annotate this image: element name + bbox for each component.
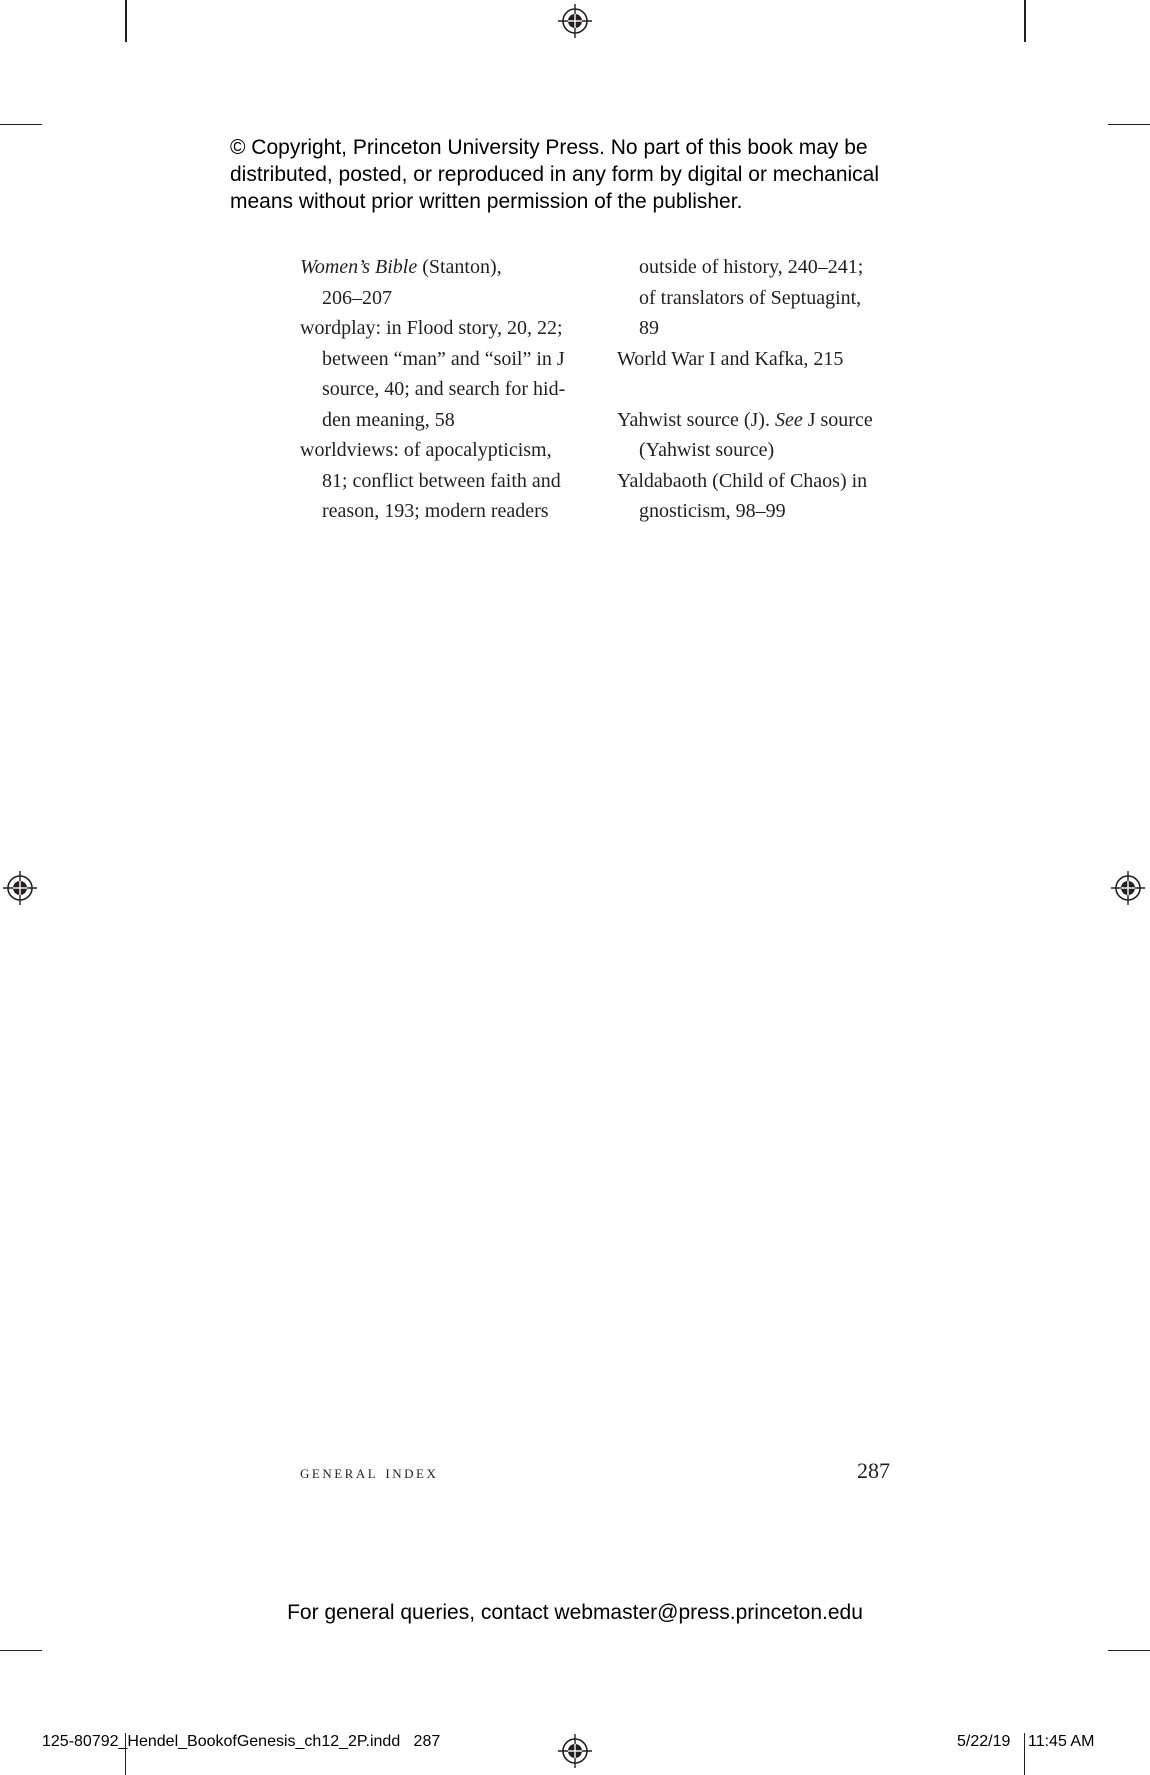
copyright-notice: [230, 134, 950, 215]
index-entry-continuation: 206–207: [322, 286, 392, 309]
copyright-line: distributed, posted, or reproduced in any form by digital or mechanical: [230, 163, 880, 186]
index-entry-yahwist: Yahwist source (J). See J source: [617, 408, 873, 431]
copyright-line: means without prior written permission of the publisher.: [230, 190, 743, 213]
index-entry-continuation: gnosticism, 98–99: [639, 500, 786, 522]
index-entry-continuation: source, 40; and search for hid-: [322, 378, 566, 400]
crop-mark-right-upper: [1108, 124, 1150, 125]
index-column-left: [300, 252, 585, 527]
slug-filename: 125-80792_Hendel_BookofGenesis_ch12_2P.indd 287: [42, 1733, 441, 1750]
crop-mark-left-lower: [0, 1650, 42, 1651]
registration-mark-icon: [558, 4, 592, 38]
crop-mark-top-right: [1024, 0, 1026, 42]
index-entry-continuation: den meaning, 58: [322, 408, 455, 431]
crop-mark-bottom-right: [1024, 1733, 1025, 1775]
contact-line: For general queries, contact webmaster@press.princeton.edu: [287, 1601, 863, 1624]
index-entry-yaldabaoth: Yaldabaoth (Child of Chaos) in: [617, 469, 868, 492]
slug-date: 5/22/19: [957, 1733, 1011, 1750]
index-entry-continuation: reason, 193; modern readers: [322, 500, 549, 522]
index-entry-continuation: (Yahwist source): [639, 439, 775, 461]
registration-mark-icon: [558, 1734, 592, 1768]
crop-mark-right-lower: [1108, 1650, 1150, 1651]
page-number: 287: [857, 1458, 890, 1483]
copyright-line: © Copyright, Princeton University Press. No part of this book may be: [230, 136, 868, 159]
slug-time: 11:45 AM: [1028, 1733, 1095, 1750]
index-entry-worldviews: worldviews: of apocalypticism,: [300, 439, 552, 461]
index-entry-world-war: World War I and Kafka, 215: [617, 347, 844, 370]
index-entry-wordplay: wordplay: in Flood story, 20, 22;: [300, 317, 563, 339]
crop-mark-left-upper: [0, 124, 42, 125]
index-entry-continuation: of translators of Septuagint,: [639, 286, 862, 309]
running-head: general index: [300, 1462, 439, 1483]
index-entry-continuation: 81; conflict between faith and: [322, 469, 561, 492]
registration-mark-icon: [1111, 871, 1145, 905]
crop-mark-top-left: [125, 0, 127, 42]
index-entry-womens-bible: Women’s Bible (Stanton),: [300, 256, 502, 278]
registration-mark-icon: [3, 871, 37, 905]
index-entry-continuation: outside of history, 240–241;: [639, 256, 864, 278]
index-column-right: [617, 252, 902, 527]
index-entry-continuation: between “man” and “soil” in J: [322, 347, 565, 370]
letter-group-gap: [617, 374, 902, 405]
index-entry-continuation: 89: [639, 317, 659, 339]
